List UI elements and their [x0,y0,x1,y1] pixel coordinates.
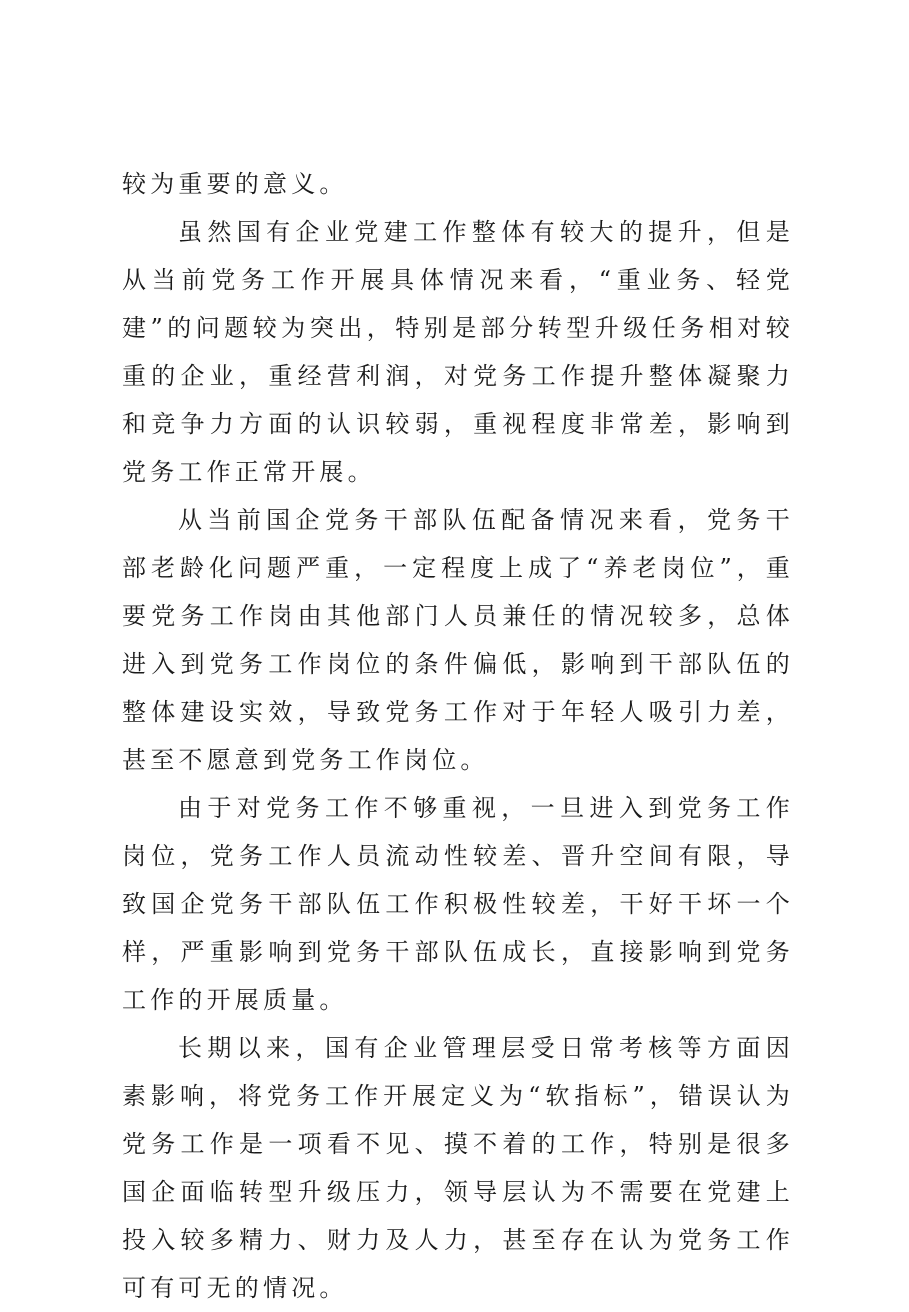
document-body [122,160,794,1312]
paragraph-continuation: 较为重要的意义。 [122,170,348,198]
paragraph-1: 虽然国有企业党建工作整体有较大的提升，但是从当前党务工作开展具体情况来看，“重业务、轻党建”的问题较为突出，特别是部分转型升级任务相对较重的企业，重经营利润，对党务工作提升整体凝聚力和竞争力方面的认识较弱，重视程度非常差，影响到党务工作正常开展。 [122,218,794,486]
paragraph-3: 由于对党务工作不够重视，一旦进入到党务工作岗位，党务工作人员流动性较差、晋升空间有限，导致国企党务干部队伍工作积极性较差，干好干坏一个样，严重影响到党务干部队伍成长，直接影响到党务工作的开展质量。 [122,794,794,1014]
paragraph-2: 从当前国企党务干部队伍配备情况来看，党务干部老龄化问题严重，一定程度上成了“养老岗位”，重要党务工作岗由其他部门人员兼任的情况较多，总体进入到党务工作岗位的条件偏低，影响到干部队伍的整体建设实效，导致党务工作对于年轻人吸引力差，甚至不愿意到党务工作岗位。 [122,506,794,774]
paragraph-4: 长期以来，国有企业管理层受日常考核等方面因素影响，将党务工作开展定义为“软指标”，错误认为党务工作是一项看不见、摸不着的工作，特别是很多国企面临转型升级压力，领导层认为不需要在党建上投入较多精力、财力及人力，甚至存在认为党务工作可有可无的情况。 [122,1034,794,1302]
